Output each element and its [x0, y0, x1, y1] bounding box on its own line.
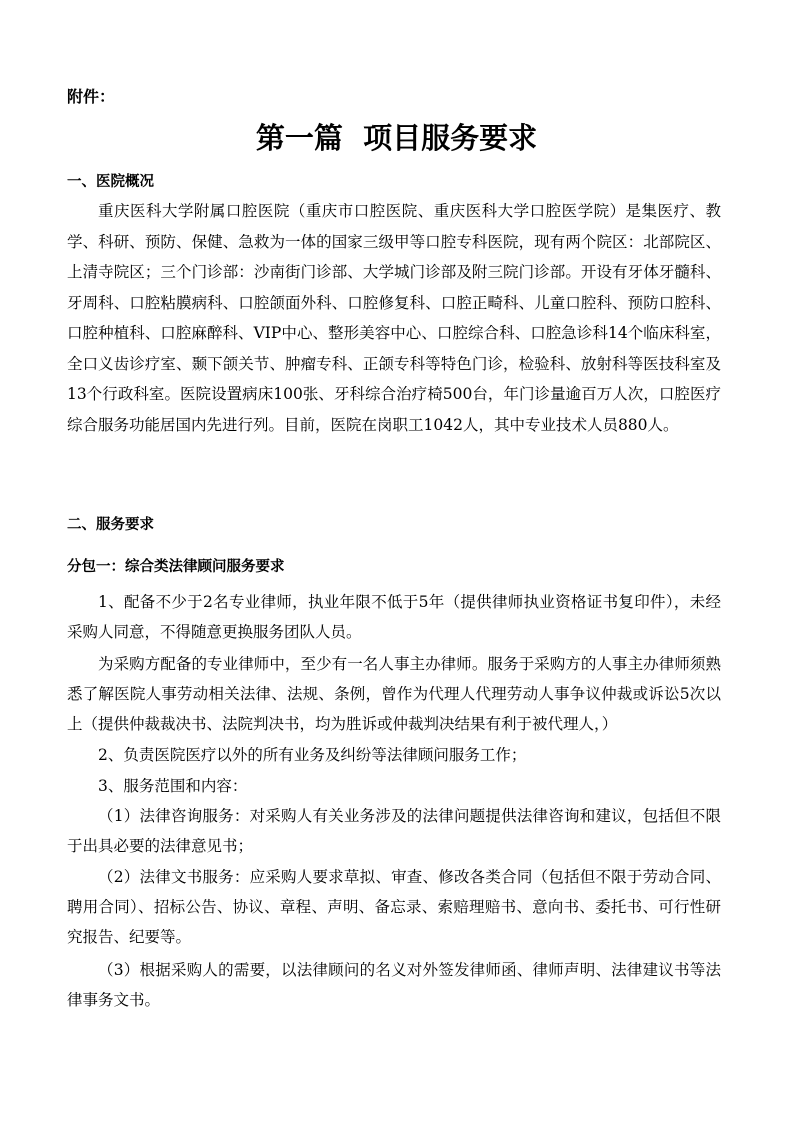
requirement-paragraph-5: （1）法律咨询服务：对采购人有关业务涉及的法律问题提供法律咨询和建议，包括但不限于出具必要的法律意见书；	[67, 807, 721, 855]
subsection-heading-package-one: 分包一：综合类法律顾问服务要求	[67, 559, 285, 575]
requirement-paragraph-1: 1、配备不少于2名专业律师，执业年限不低于5年（提供律师执业资格证书复印件），未经采购人同意，不得随意更换服务团队人员。	[67, 593, 721, 641]
section-heading-hospital-overview: 一、医院概况	[67, 174, 154, 190]
requirement-paragraph-3: 2、负责医院医疗以外的所有业务及纠纷等法律顾问服务工作；	[98, 746, 527, 764]
requirement-paragraph-4: 3、服务范围和内容：	[98, 777, 248, 795]
page-title: 第一篇 项目服务要求	[255, 121, 538, 155]
attachment-label: 附件：	[67, 87, 116, 106]
requirement-paragraph-6: （2）法律文书服务：应采购人要求草拟、审查、修改各类合同（包括但不限于劳动合同、聘用合同）、招标公告、协议、章程、声明、备忘录、索赔理赔书、意向书、委托书、可行性研究报告、纪要等。	[67, 868, 721, 946]
requirement-paragraph-7: （3）根据采购人的需要，以法律顾问的名义对外签发律师函、律师声明、法律建议书等法律事务文书。	[67, 961, 721, 1009]
requirement-paragraph-2: 为采购方配备的专业律师中，至少有一名人事主办律师。服务于采购方的人事主办律师须熟悉了解医院人事劳动相关法律、法规、条例，曾作为代理人代理劳动人事争议仲裁或诉讼5次以上（提供仲裁裁决书、法院判决书，均为胜诉或仲裁判决结果有利于被代理人，）	[67, 655, 721, 733]
section-heading-service-requirements: 二、服务要求	[67, 517, 154, 533]
hospital-overview-paragraph: 重庆医科大学附属口腔医院（重庆市口腔医院、重庆医科大学口腔医学院）是集医疗、教学、科研、预防、保健、急救为一体的国家三级甲等口腔专科医院，现有两个院区：北部院区、上清寺院区；三个门诊部：沙南街门诊部、大学城门诊部及附三院门诊部。开设有牙体牙髓科、牙周科、口腔粘膜病科、口腔颌面外科、口腔修复科、口腔正畸科、儿童口腔科、预防口腔科、口腔种植科、口腔麻醉科、VIP中心、整形美容中心、口腔综合科、口腔急诊科14个临床科室，全口义齿诊疗室、颞下颌关节、肿瘤专科、正颌专科等特色门诊，检验科、放射科等医技科室及13个行政科室。医院设置病床100张、牙科综合治疗椅500台，年门诊量逾百万人次，口腔医疗综合服务功能居国内先进行列。目前，医院在岗职工1042人，其中专业技术人员880人。	[67, 202, 721, 434]
